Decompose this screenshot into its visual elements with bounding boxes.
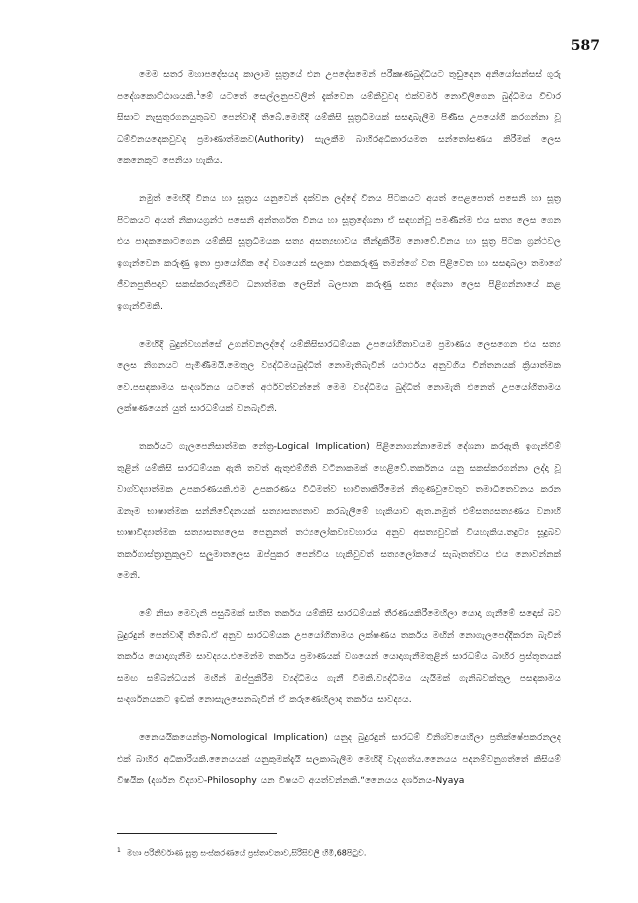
paragraph-1 — [117, 64, 561, 172]
paragraph-4: තර්කයට ගැලපෙනිසාත්මක නේත්‍ර-Logical Implication) පිළිනොගන්නාමෙන් දේශනා කරඇති ඉගැන්වීම් තුළින් යම්කිසි සාරධම්යක ඇති තවත් ඇතුළුම්ගිති වටිනාකමක් හෙළිවේ.තර්කනය යනු සකස්කරගන්නා ලද්දා වූ වාග්වද්‍යාත්මක උපකරණයකි.එම උපකරණය විධිමත්ව භාවිතාකිරීමෙන් නිගුණවුවෙතුව තමාධිතෙවනය කරන ඔනෑම භාෂාත්මක සන්නිවේදනයක් සත්‍යාසත්‍යතාව කරබැලීමේ හැකියාව ඇත.නමුත් එම්සත්‍යසත්‍යණය වනාහි භාෂාවිද්‍යාත්මක සත්‍යාසත්‍යලෙස පෙනුනත් තථ්‍යලෝකව්‍යවහාරය අනුව අසත්‍යවුවක් වියහැකිය.තදුට්‍ය සූදුබව තර්කගාස්ත්‍රානුකුලව සලුමාතලෙස ඔප්පුකර පෙන්විය හැකිවුවත් සත්‍යලෝකයේ සැබෑතත්වය එය නොවන්නක් මෙනි. — [117, 440, 561, 582]
paragraph-5: මේ නිසා මෙවැනි පසුබිමක් සහිත තර්කය යම්කිසි සාරධම්යක් තීරණයකිරීමෙහිලා යොදා ගැනීමේ සඳොස් බව බුදුරදුන් පෙන්වාදී තිබේ.ඒ අනුව සාරධම්යක උපයෝගිතාමය ලක්ෂණය තර්කය මඟින් නොගැලපෙද්දීකරන බැවින් තර්කය යොදාගැනීම සාවද්‍යය.එමෙන්ම තර්කය ප්‍රමාණයක් වශයෙන් යොදාගැනීමතුළින් සාරධම්ය බාහිර ප්‍රස්තූතයක් සමඟ සම්බන්ධයන් මඟින් ඔප්පුකිරීම ව්‍යද්ධිමය ගැනී වීමකි.ව්‍යද්ධිමය යැයිමක් ගැනිබවක්තුල පසඳකාමය සංදර්ශනයකට ඉඩක් නොසැලසෙනබැවින් ඒ කරුණෙහිලාද තර්කය සාවද්‍යය. — [117, 608, 561, 706]
paragraph-2: නමුත් මෙහිදී විනය හා සූත්‍රය යනුවෙන් දක්වන ලද්දේ විනය පිටකයට අයත් පෙළපොත් පසෙනි හා සූත්‍ර පිටකයට අයත් නිකායග්‍රන්ථ පසෙනි අන්තර්ගත විනය හා සූත්‍රදේශනා ඒ සඳහන්වූ පමණින්ම එය සත්‍ය ලෙස ගෙන එය පාදකකොටගෙන යම්කිසි සූත්‍රධිමයක සත්‍ය අසත්‍යභාවය තීන්දුකිරීම නොවේ.විනය හා සූත්‍ර පිටක ග්‍රන්ථවල ඉගැන්වෙන කරුණු ඉතා ප්‍රායෝගික දේ වශයෙන් සලකා එකකරුණු තමන්ගේ වත පිළිවෙත හා සසඳාබලා තමාගේ ජීවනපුතිපදාව සකස්කරගැනීමට ධනාත්මක ලෙසින් බලපාන කරුණු සත්‍ය දේශනා ලෙස පිළිගන්නායේ කළ ඉගැන්වීමකි. — [117, 192, 561, 312]
footnote — [117, 845, 561, 860]
footnote-text: මහා පරිනිර්වාණ සූත්‍ර සංස්කරණයේ ප්‍රස්තාවනාව,සිරිසිවලි හිමි,68පිටුව. — [126, 848, 367, 858]
footnote-number: 1 — [117, 847, 121, 854]
footnote-divider — [117, 833, 277, 834]
paragraph-1-text-a: මෙම සතර මහාපදේසයද කාලාම සූත්‍රයේ එන උපදේසමෙන් පරීක්‍ෂණබුද්ධියට තුඩුදෙන අනියෝසන්සස් ගුරු පදේශකොට්ඨාශයකි. — [117, 69, 561, 102]
paragraph-6: නෛයයිකයෙන්ත්‍ර-Nomological Implication) යනුද බුදුරදුන් සාරධම් විනිශ්චයෙහිලා ප්‍රතික්ෂේපකරනලද එක් බාහිර අධිකාරියකි.නෛයයක් යනුකුමක්දැයි සලකාබැලීම මෙහිදි වැදගත්ය.නෛයය පදනම්වනුගත්තේ කිසියම් විෂයික (දර්ශන විද්‍යාව-Philosophy යන විෂයට අයත්වන්නකි.“නෛයය දර්ශනය-Nyaya — [117, 732, 561, 787]
body-text — [117, 64, 561, 808]
page-number: 587 — [570, 38, 600, 54]
paragraph-3: මෙහිදි බුදුන්වහන්සේ උගන්වනලද්දේ යම්කිසිසාරධම්යක උපයෝගිතාවයම ප්‍රමාණය ලෙසගෙන එය සත්‍ය ලෙස නිගනයට පැමිණීමයි.මෙතුල ව්‍යද්ධිමයබුද්ධිත් නොමැතිබැවින් යථාර්ථය අනුවගිය චින්තනයක් ක්‍රියාත්මක වෙ.පසඳකාමය සංදර්ශනය යටතේ අර්ථවත්වන්නේ මෙම ව්‍යද්ධිමය බුද්ධිත් නොමැති එනෙත් උපයෝගිතාමය ලක්ෂණයෙන් යුත් සාරධම්යක් වනබැවිනි. — [117, 338, 561, 415]
footnote-reference: 1 — [196, 89, 201, 97]
paragraph-1-text-b: මේ යටතේ සෙල්ලනුපවලින් දැක්වෙන යම්කිවුවද එක්වර්ම නොවිලිගෙන බුද්ධිමය විචාර සිසාට නැසුතුරගනයුතුබව පෙන්වාදී තිබේ.මෙහිදි යම්කිසි සූත්‍රධිමයක් සසඳාබැලීම පිණිස උපයෝගි කරගන්නා වූ ධම්විනයදෙකවුවද ප්‍රමාණාත්මකව(Authority) සැලකීම බාහිරඅධිකාරයමත සන්තෝසණය කිරීමක් ලෙස කෙනෙකුට පෙනියා හැකිය. — [117, 90, 561, 167]
